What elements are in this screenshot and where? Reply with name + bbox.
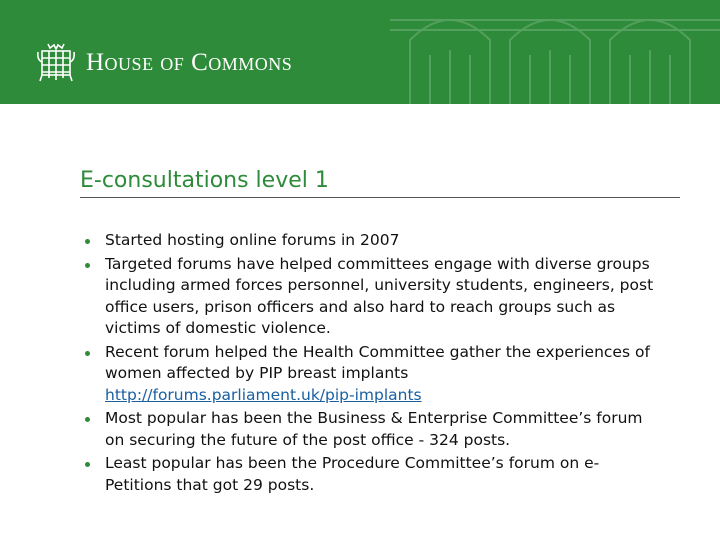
bullet-item [80,408,660,451]
slide-title: E-consultations level 1 [80,168,329,193]
title-divider [80,197,680,198]
bullet-item [80,230,660,252]
bullet-item [80,453,660,496]
bullet-text: Most popular has been the Business & Enterprise Committee’s forum on securing the future of the post office - 324 posts. [105,409,643,449]
bullet-text: Started hosting online forums in 2007 [105,231,400,249]
bullet-text: Least popular has been the Procedure Committee’s forum on e-Petitions that got 29 posts. [105,454,600,494]
bullet-icon [85,462,90,467]
bullet-icon [85,239,90,244]
bullet-item [80,342,660,407]
header-banner [0,0,720,104]
bullet-item [80,254,660,340]
bullet-icon [85,351,90,356]
building-arch-decoration [390,0,720,104]
bullet-text: Recent forum helped the Health Committee gather the experiences of women affected by PIP breast implants [105,342,650,382]
bullet-list [80,230,660,498]
house-of-commons-logo[interactable] [36,40,292,84]
bullet-icon [85,417,90,422]
brand-name: House of Commons [86,48,293,76]
pip-implants-forum-link[interactable]: http://forums.parliament.uk/pip-implants [105,385,422,404]
bullet-text: Targeted forums have helped committees engage with diverse groups including armed forces personnel, university students, engineers, post office users, prison officers and also hard to reach groups such as victims of domestic violence. [105,254,654,337]
portcullis-icon [36,40,76,84]
bullet-icon [85,263,90,268]
